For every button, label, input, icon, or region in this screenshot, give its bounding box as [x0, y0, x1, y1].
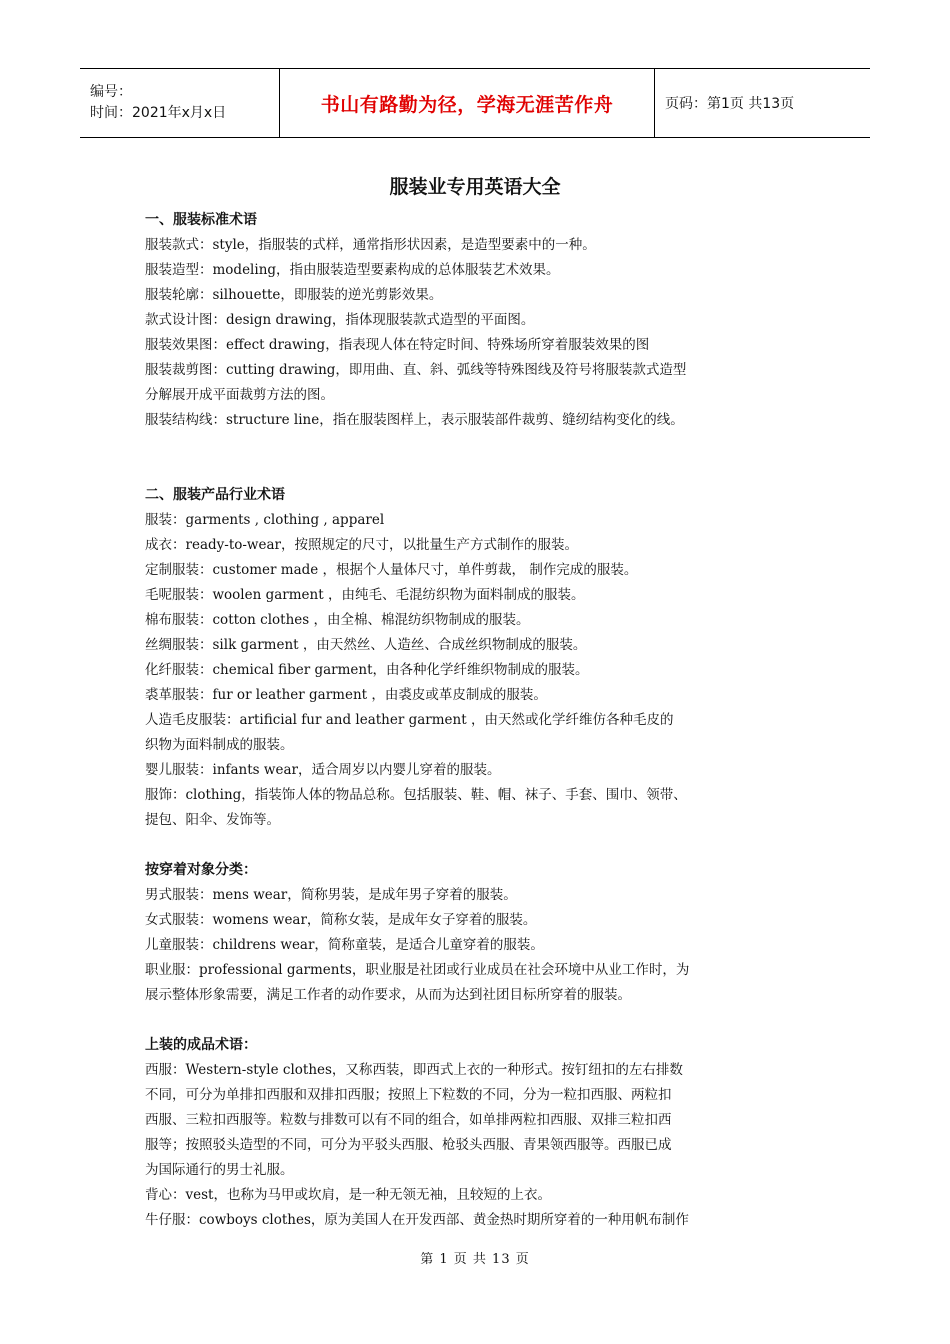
header-motto: [280, 69, 655, 137]
time-label: 时间：2021年x月x日: [90, 105, 227, 121]
body-line: 服饰：clothing，指装饰人体的物品总称。包括服装、鞋、帽、袜子、手套、围巾、领带、: [145, 787, 687, 803]
section-heading: 上装的成品术语：: [145, 1037, 257, 1053]
body-line: 西服：Western-style clothes，又称西装，即西式上衣的一种形式。按钉纽扣的左右排数: [145, 1062, 683, 1078]
body-line: 提包、阳伞、发饰等。: [145, 812, 280, 828]
body-line: 服装款式：style，指服装的式样，通常指形状因素，是造型要素中的一种。: [145, 237, 596, 253]
body-line: 款式设计图：design drawing，指体现服装款式造型的平面图。: [145, 312, 535, 328]
section-heading: 按穿着对象分类：: [145, 862, 257, 878]
code-label: 编号：: [90, 84, 132, 100]
body-line: 服等；按照驳头造型的不同，可分为平驳头西服、枪驳头西服、青果领西服等。西服已成: [145, 1137, 672, 1153]
body-line: 化纤服装：chemical fiber garment，由各种化学纤维织物制成的服装。: [145, 662, 589, 678]
page-info-text: 页码：第1页 共13页: [665, 96, 795, 112]
body-line: 女式服装：womens wear，简称女装，是成年女子穿着的服装。: [145, 912, 537, 928]
body-line: 西服、三粒扣西服等。粒数与排数可以有不同的组合，如单排两粒扣西服、双排三粒扣西: [145, 1112, 672, 1128]
body-line: 棉布服装：cotton clothes ，由全棉、棉混纺织物制成的服装。: [145, 612, 530, 628]
body-line: 织物为面料制成的服装。: [145, 737, 294, 753]
body-line: 职业服：professional garments，职业服是社团或行业成员在社会环境中从业工作时，为: [145, 962, 690, 978]
document-title: 服装业专用英语大全: [389, 176, 561, 198]
body-line: 丝绸服装：silk garment ，由天然丝、人造丝、合成丝织物制成的服装。: [145, 637, 587, 653]
body-line: 为国际通行的男士礼服。: [145, 1162, 294, 1178]
header-meta: [80, 69, 280, 137]
page-footer: 第 1 页 共 13 页: [420, 1252, 530, 1267]
body-line: 展示整体形象需要，满足工作者的动作要求，从而为达到社团目标所穿着的服装。: [145, 987, 631, 1003]
body-line: 定制服装：customer made ，根据个人量体尺寸，单件剪裁， 制作完成的服装。: [145, 562, 638, 578]
section-heading: 二、服装产品行业术语: [145, 487, 285, 503]
body-line: 不同，可分为单排扣西服和双排扣西服；按照上下粒数的不同，分为一粒扣西服、两粒扣: [145, 1087, 672, 1103]
body-line: 裘革服装：fur or leather garment ，由裘皮或革皮制成的服装。: [145, 687, 547, 703]
body-line: 人造毛皮服装：artificial fur and leather garment ，由天然或化学纤维仿各种毛皮的: [145, 712, 674, 728]
body-line: 服装轮廓：silhouette，即服装的逆光剪影效果。: [145, 287, 443, 303]
body-line: 背心：vest，也称为马甲或坎肩，是一种无领无袖，且较短的上衣。: [145, 1187, 551, 1203]
page-header: [80, 68, 870, 138]
body-line: 服装造型：modeling，指由服装造型要素构成的总体服装艺术效果。: [145, 262, 560, 278]
body-line: 服装：garments , clothing , apparel: [145, 512, 385, 528]
body-line: 毛呢服装：woolen garment ，由纯毛、毛混纺织物为面料制成的服装。: [145, 587, 585, 603]
document-body: [145, 208, 835, 1233]
body-line: 服装裁剪图：cutting drawing，即用曲、直、斜、弧线等特殊图线及符号将服装款式造型: [145, 362, 687, 378]
body-line: 服装效果图：effect drawing，指表现人体在特定时间、特殊场所穿着服装效果的图: [145, 337, 650, 353]
body-line: 服装结构线：structure line，指在服装图样上，表示服装部件裁剪、缝纫结构变化的线。: [145, 412, 684, 428]
body-line: 婴儿服装：infants wear，适合周岁以内婴儿穿着的服装。: [145, 762, 501, 778]
body-line: 成衣：ready-to-wear，按照规定的尺寸，以批量生产方式制作的服装。: [145, 537, 578, 553]
header-page-info: [655, 69, 870, 137]
section-heading: 一、服装标准术语: [145, 212, 257, 228]
motto-text: 书山有路勤为径，学海无涯苦作舟: [320, 93, 614, 116]
body-line: 分解展开成平面裁剪方法的图。: [145, 387, 334, 403]
body-line: 牛仔服：cowboys clothes，原为美国人在开发西部、黄金热时期所穿着的一种用帆布制作: [145, 1212, 689, 1228]
body-line: 男式服装：mens wear，简称男装，是成年男子穿着的服装。: [145, 887, 517, 903]
body-line: 儿童服装：childrens wear，简称童装，是适合儿童穿着的服装。: [145, 937, 544, 953]
